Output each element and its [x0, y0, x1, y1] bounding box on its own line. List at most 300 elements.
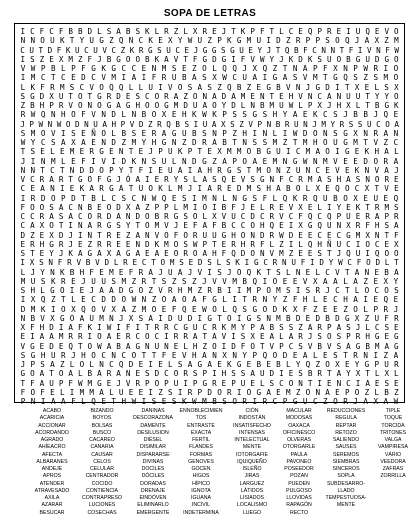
- grid-letter: K: [221, 323, 227, 332]
- grid-letter: F: [56, 45, 62, 55]
- grid-letter: Q: [232, 304, 237, 314]
- grid-letter: D: [187, 313, 193, 323]
- grid-letter: L: [171, 156, 177, 166]
- grid-letter: G: [252, 110, 258, 120]
- grid-letter: R: [242, 397, 247, 406]
- grid-letter: A: [106, 341, 112, 351]
- word-item: INDOSTÁN: [238, 415, 266, 422]
- grid-letter: P: [315, 36, 321, 46]
- grid-letter: E: [39, 230, 45, 240]
- grid-letter: G: [173, 212, 179, 221]
- grid-letter: E: [138, 147, 144, 157]
- grid-letter: U: [168, 147, 173, 157]
- grid-letter: E: [141, 128, 147, 138]
- grid-letter: S: [250, 175, 255, 184]
- grid-letter: J: [240, 202, 246, 212]
- word-item: OTORGARLE: [282, 444, 316, 451]
- grid-letter: X: [212, 212, 217, 221]
- grid-letter: N: [323, 128, 328, 138]
- grid-letter: B: [384, 387, 389, 397]
- grid-letter: G: [207, 313, 212, 323]
- grid-letter: G: [148, 45, 153, 55]
- grid-letter: I: [252, 397, 258, 406]
- grid-letter: O: [79, 360, 85, 369]
- grid-letter: T: [269, 91, 275, 101]
- grid-letter: T: [365, 369, 370, 379]
- grid-letter: E: [394, 378, 399, 388]
- grid-letter: J: [325, 286, 330, 295]
- grid-letter: P: [29, 119, 34, 129]
- grid-letter: Z: [239, 119, 244, 129]
- grid-letter: E: [383, 193, 389, 203]
- grid-letter: I: [111, 156, 116, 166]
- grid-letter: Q: [118, 360, 124, 369]
- grid-letter: M: [272, 138, 278, 147]
- grid-letter: N: [141, 295, 147, 305]
- grid-letter: I: [236, 286, 242, 295]
- grid-letter: B: [333, 193, 338, 203]
- grid-letter: G: [109, 184, 114, 194]
- grid-letter: P: [373, 304, 379, 314]
- grid-letter: E: [355, 212, 361, 221]
- word-item: GENOVES: [188, 458, 214, 465]
- grid-letter: P: [282, 397, 288, 406]
- grid-letter: S: [231, 369, 236, 379]
- grid-letter: R: [77, 332, 83, 342]
- grid-letter: O: [343, 193, 348, 203]
- grid-letter: M: [109, 267, 114, 277]
- grid-letter: J: [116, 175, 121, 184]
- grid-letter: D: [49, 341, 54, 351]
- grid-letter: L: [222, 295, 227, 305]
- grid-letter: E: [30, 184, 36, 194]
- grid-letter: L: [154, 27, 160, 36]
- grid-letter: S: [262, 138, 268, 147]
- grid-letter: V: [221, 332, 227, 342]
- word-item: RECTO: [289, 509, 309, 516]
- grid-letter: A: [135, 202, 141, 212]
- grid-letter: R: [183, 369, 188, 379]
- grid-letter: X: [355, 369, 361, 379]
- grid-letter: I: [207, 267, 212, 277]
- grid-letter: G: [97, 378, 102, 388]
- grid-letter: H: [81, 350, 86, 360]
- grid-letter: V: [101, 156, 106, 166]
- grid-letter: T: [68, 175, 73, 184]
- grid-letter: S: [336, 341, 342, 351]
- grid-letter: T: [275, 45, 281, 55]
- word-item: CENTRADOR: [85, 473, 119, 480]
- grid-letter: X: [384, 369, 390, 379]
- grid-letter: M: [169, 258, 175, 268]
- grid-letter: F: [303, 45, 308, 55]
- grid-letter: A: [212, 332, 217, 342]
- grid-letter: D: [111, 295, 116, 305]
- grid-letter: W: [202, 304, 207, 314]
- grid-letter: X: [353, 193, 358, 203]
- grid-letter: T: [111, 397, 116, 406]
- grid-letter: U: [181, 128, 187, 138]
- grid-letter: X: [50, 313, 55, 323]
- grid-letter: R: [394, 212, 399, 221]
- grid-letter: R: [151, 128, 157, 138]
- grid-letter: A: [394, 221, 399, 231]
- grid-letter: E: [69, 184, 75, 194]
- grid-letter: U: [291, 258, 296, 268]
- grid-letter: Y: [240, 323, 246, 332]
- grid-letter: E: [171, 110, 177, 120]
- grid-letter: V: [20, 341, 26, 351]
- grid-letter: R: [343, 397, 348, 406]
- grid-letter: A: [364, 36, 370, 46]
- grid-letter: T: [327, 369, 332, 379]
- grid-letter: S: [394, 286, 399, 295]
- word-item: LARGUEZ: [239, 480, 265, 487]
- grid-letter: K: [59, 267, 65, 277]
- grid-letter: C: [312, 397, 318, 406]
- grid-letter: H: [121, 397, 127, 406]
- grid-letter: O: [327, 332, 332, 342]
- grid-letter: Z: [148, 286, 153, 295]
- grid-letter: P: [250, 27, 255, 36]
- grid-letter: G: [221, 54, 227, 64]
- grid-letter: Z: [50, 295, 56, 305]
- grid-letter: A: [207, 360, 212, 369]
- grid-letter: J: [343, 110, 348, 120]
- grid-letter: A: [252, 156, 258, 166]
- grid-letter: S: [348, 119, 354, 129]
- grid-letter: S: [207, 82, 212, 92]
- grid-letter: L: [183, 341, 188, 351]
- word-item: CACAREO: [89, 437, 115, 443]
- grid-letter: R: [50, 82, 55, 92]
- grid-letter: E: [384, 239, 390, 249]
- grid-letter: S: [50, 138, 56, 147]
- grid-letter: C: [20, 184, 26, 194]
- grid-letter: S: [336, 332, 342, 342]
- grid-letter: O: [97, 101, 102, 110]
- grid-letter: I: [317, 378, 322, 388]
- grid-letter: G: [30, 350, 36, 360]
- grid-letter: D: [49, 323, 54, 332]
- grid-letter: G: [343, 128, 348, 138]
- grid-letter: O: [151, 110, 157, 120]
- grid-letter: Z: [197, 286, 203, 295]
- grid-letter: G: [87, 249, 93, 258]
- grid-letter: R: [394, 360, 399, 369]
- grid-letter: T: [344, 267, 350, 277]
- grid-letter: W: [106, 323, 112, 332]
- grid-letter: G: [355, 341, 361, 351]
- word-item: LOCALISMO: [236, 502, 268, 509]
- grid-letter: C: [40, 138, 46, 147]
- grid-letter: E: [81, 295, 86, 305]
- grid-letter: P: [252, 350, 258, 360]
- grid-letter: R: [61, 350, 66, 360]
- grid-letter: L: [374, 369, 380, 379]
- grid-letter: W: [394, 45, 399, 55]
- grid-letter: H: [192, 350, 197, 360]
- grid-letter: Q: [393, 193, 399, 203]
- grid-letter: E: [116, 239, 121, 249]
- grid-letter: P: [222, 128, 227, 138]
- grid-letter: J: [81, 276, 86, 286]
- grid-letter: D: [111, 138, 116, 147]
- grid-letter: H: [272, 110, 278, 120]
- grid-letter: S: [168, 387, 173, 397]
- grid-letter: U: [202, 119, 208, 129]
- grid-letter: M: [383, 73, 389, 83]
- grid-letter: Y: [30, 138, 36, 147]
- grid-letter: G: [364, 360, 370, 369]
- grid-letter: O: [325, 360, 330, 369]
- grid-letter: A: [231, 91, 236, 101]
- grid-letter: V: [302, 276, 308, 286]
- grid-letter: V: [168, 82, 173, 92]
- grid-letter: D: [116, 202, 121, 212]
- grid-letter: O: [121, 295, 127, 305]
- grid-letter: D: [116, 91, 121, 101]
- grid-letter: S: [116, 221, 121, 231]
- grid-letter: A: [125, 341, 131, 351]
- word-column: [176, 408, 226, 517]
- grid-letter: N: [109, 313, 114, 323]
- grid-letter: K: [158, 184, 163, 194]
- grid-letter: U: [279, 101, 284, 110]
- grid-letter: T: [77, 341, 83, 351]
- grid-letter: Z: [343, 304, 348, 314]
- grid-letter: E: [171, 350, 177, 360]
- grid-letter: G: [292, 397, 298, 406]
- grid-letter: J: [20, 156, 26, 166]
- grid-letter: W: [292, 128, 298, 138]
- grid-letter: J: [68, 239, 73, 249]
- grid-letter: A: [39, 369, 45, 379]
- grid-letter: J: [327, 101, 332, 110]
- grid-letter: O: [58, 369, 64, 379]
- grid-letter: D: [236, 184, 242, 194]
- grid-letter: A: [252, 73, 258, 83]
- grid-letter: O: [266, 286, 271, 295]
- word-item: SINCEROS: [332, 466, 360, 472]
- grid-letter: N: [266, 313, 271, 323]
- grid-letter: C: [347, 258, 352, 268]
- grid-letter: A: [288, 332, 294, 342]
- grid-letter: Z: [202, 341, 208, 351]
- word-item: DESCORAZONA: [132, 415, 174, 422]
- grid-letter: G: [20, 369, 26, 379]
- grid-letter: H: [374, 221, 380, 231]
- grid-letter: I: [357, 45, 363, 55]
- grid-letter: O: [344, 184, 350, 194]
- grid-letter: M: [154, 221, 160, 231]
- grid-letter: Q: [312, 193, 318, 203]
- grid-letter: Y: [269, 54, 275, 64]
- grid-letter: L: [305, 184, 311, 194]
- grid-letter: U: [93, 45, 98, 55]
- grid-letter: A: [333, 276, 338, 286]
- word-item: ENTRASTE: [187, 422, 215, 429]
- grid-letter: S: [384, 378, 390, 388]
- grid-letter: D: [335, 313, 340, 323]
- grid-letter: V: [373, 138, 379, 147]
- grid-letter: L: [259, 378, 265, 388]
- grid-letter: Z: [59, 360, 65, 369]
- grid-letter: J: [202, 276, 207, 286]
- grid-letter: C: [263, 258, 268, 268]
- grid-letter: Z: [131, 304, 137, 314]
- grid-letter: V: [95, 258, 100, 268]
- grid-letter: I: [183, 378, 188, 388]
- grid-letter: N: [181, 156, 187, 166]
- grid-letter: V: [269, 341, 275, 351]
- grid-letter: N: [363, 350, 368, 360]
- grid-letter: R: [252, 295, 258, 305]
- grid-letter: R: [20, 110, 26, 120]
- grid-letter: N: [298, 378, 303, 388]
- grid-letter: F: [89, 267, 94, 277]
- grid-letter: A: [61, 138, 66, 147]
- grid-letter: D: [154, 369, 160, 379]
- grid-letter: A: [118, 184, 124, 194]
- grid-letter: Y: [125, 221, 131, 231]
- grid-letter: X: [161, 110, 167, 120]
- grid-letter: R: [327, 27, 332, 36]
- grid-letter: T: [20, 378, 26, 388]
- word-item: OLVERAS: [286, 437, 312, 443]
- grid-letter: W: [393, 397, 399, 406]
- grid-letter: S: [121, 193, 127, 203]
- grid-letter: L: [298, 239, 303, 249]
- grid-letter: R: [317, 369, 322, 379]
- grid-letter: P: [197, 387, 203, 397]
- word-item: GOCEN: [191, 466, 211, 472]
- grid-letter: N: [212, 193, 217, 203]
- grid-letter: L: [138, 82, 144, 92]
- word-item: LÁTIDOS: [240, 487, 264, 494]
- grid-letter: T: [231, 27, 236, 36]
- grid-letter: M: [323, 156, 328, 166]
- grid-letter: T: [365, 202, 370, 212]
- grid-letter: S: [207, 258, 212, 268]
- grid-letter: I: [69, 286, 75, 295]
- word-item: ATENDER: [39, 480, 65, 487]
- grid-letter: R: [141, 276, 147, 286]
- grid-letter: O: [59, 286, 65, 295]
- grid-letter: C: [109, 360, 114, 369]
- grid-letter: N: [30, 165, 36, 175]
- grid-letter: M: [272, 156, 278, 166]
- grid-letter: Q: [335, 184, 340, 194]
- grid-letter: N: [365, 175, 370, 184]
- grid-letter: U: [75, 45, 80, 55]
- grid-letter: B: [212, 397, 217, 406]
- grid-letter: Q: [231, 249, 236, 258]
- grid-letter: Y: [221, 101, 227, 110]
- grid-letter: M: [111, 73, 116, 83]
- grid-letter: E: [394, 184, 399, 194]
- grid-letter: K: [79, 184, 85, 194]
- grid-letter: S: [183, 175, 188, 184]
- grid-letter: I: [236, 313, 242, 323]
- grid-letter: Ó: [125, 175, 131, 184]
- grid-letter: A: [171, 295, 177, 305]
- grid-letter: V: [240, 175, 246, 184]
- grid-letter: J: [305, 82, 311, 92]
- grid-letter: S: [285, 286, 291, 295]
- grid-letter: O: [173, 249, 179, 258]
- grid-letter: H: [39, 239, 45, 249]
- grid-letter: E: [158, 36, 163, 46]
- grid-letter: C: [91, 295, 96, 305]
- grid-letter: X: [298, 221, 303, 231]
- grid-letter: T: [292, 138, 298, 147]
- grid-letter: X: [30, 295, 36, 305]
- grid-letter: V: [40, 313, 45, 323]
- grid-letter: A: [58, 202, 64, 212]
- grid-letter: O: [173, 239, 179, 249]
- grid-letter: F: [68, 378, 73, 388]
- grid-letter: D: [197, 258, 203, 268]
- grid-letter: N: [50, 267, 55, 277]
- grid-letter: U: [346, 212, 351, 221]
- grid-letter: J: [242, 64, 247, 73]
- grid-letter: Z: [183, 91, 188, 101]
- grid-letter: S: [212, 175, 217, 184]
- grid-letter: E: [171, 193, 177, 203]
- word-item: APROS: [42, 473, 62, 480]
- grid-letter: D: [58, 230, 64, 240]
- grid-letter: G: [161, 138, 167, 147]
- grid-letter: E: [279, 202, 284, 212]
- grid-letter: C: [272, 397, 278, 406]
- grid-letter: Q: [383, 295, 389, 305]
- grid-letter: N: [282, 258, 287, 268]
- grid-letter: A: [39, 332, 45, 342]
- grid-letter: A: [302, 64, 308, 73]
- grid-letter: Z: [207, 36, 212, 46]
- grid-letter: P: [192, 378, 198, 388]
- grid-letter: M: [285, 387, 291, 397]
- grid-letter: T: [202, 332, 208, 342]
- grid-letter: S: [131, 128, 137, 138]
- word-item: VAMPIRESA: [378, 444, 408, 451]
- grid-letter: R: [374, 202, 380, 212]
- grid-letter: A: [97, 369, 102, 379]
- word-item: SEREMOS: [333, 451, 359, 458]
- grid-letter: F: [97, 175, 102, 184]
- grid-letter: A: [177, 267, 183, 277]
- grid-letter: R: [138, 45, 144, 55]
- word-item: ISLEÑO: [242, 466, 262, 472]
- grid-letter: C: [393, 138, 399, 147]
- grid-letter: C: [40, 73, 46, 83]
- word-item: OFICINESCO: [282, 429, 316, 436]
- grid-letter: E: [141, 64, 147, 73]
- grid-letter: O: [312, 128, 318, 138]
- grid-letter: O: [106, 202, 112, 212]
- grid-letter: B: [275, 119, 281, 129]
- grid-letter: T: [394, 258, 399, 268]
- grid-letter: E: [71, 73, 76, 83]
- grid-letter: M: [202, 397, 207, 406]
- grid-letter: B: [236, 82, 242, 92]
- word-item: PUEDEN: [288, 480, 310, 487]
- word-item: DAMENTE: [140, 422, 166, 429]
- grid-letter: E: [374, 267, 380, 277]
- grid-letter: G: [211, 45, 217, 55]
- grid-letter: F: [81, 156, 86, 166]
